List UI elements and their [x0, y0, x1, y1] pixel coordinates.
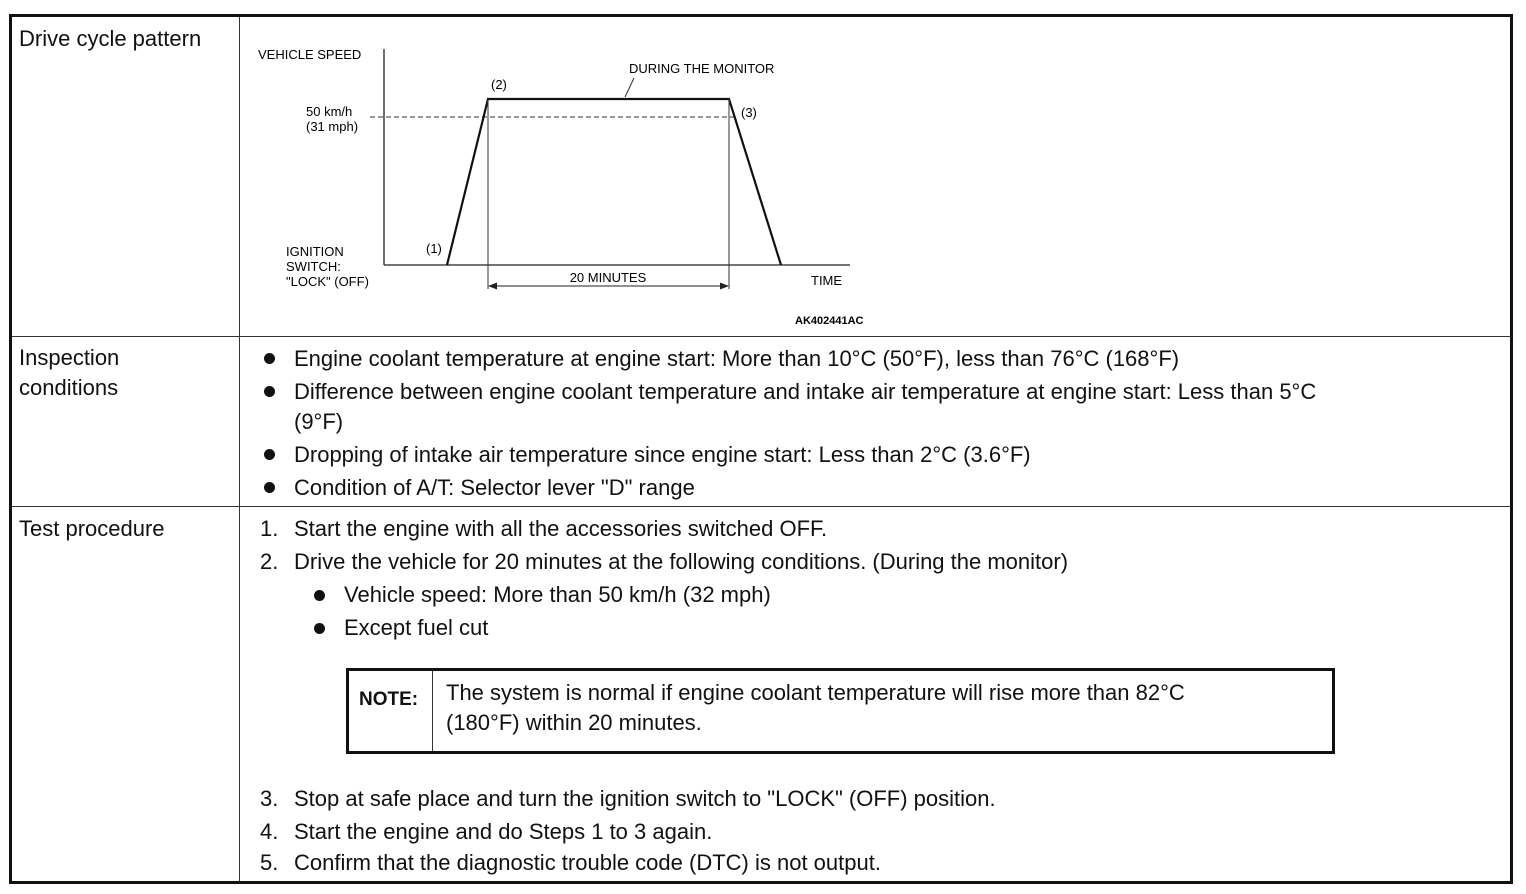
- point-label-3: (3): [741, 105, 757, 120]
- monitor-label: DURING THE MONITOR: [629, 61, 775, 76]
- note-divider: [432, 671, 433, 751]
- figure-id: AK402441AC: [795, 315, 864, 327]
- note-label: NOTE:: [359, 689, 419, 710]
- y-axis-label: VEHICLE SPEED: [258, 47, 362, 62]
- duration-arrow-right-head: [720, 283, 729, 290]
- step-1-text: Start the engine with all the accessories switched OFF.: [294, 516, 828, 541]
- note-text-line2: (180°F) within 20 minutes.: [446, 710, 702, 735]
- row-header-inspection-line1: Inspection: [19, 345, 120, 370]
- speed-trace: [447, 99, 781, 265]
- row-divider: [12, 506, 1510, 507]
- note-box: [346, 668, 1335, 754]
- step-number: 3.: [260, 786, 279, 811]
- bullet-icon: [264, 353, 275, 364]
- duration-arrow-left-head: [488, 283, 497, 290]
- condition-fuel-cut: Except fuel cut: [344, 615, 489, 640]
- row-divider: [12, 336, 1510, 337]
- ignition-label-line3: "LOCK" (OFF): [286, 274, 369, 289]
- step-3-text: Stop at safe place and turn the ignition switch to "LOCK" (OFF) position.: [294, 786, 996, 811]
- point-label-1: (1): [426, 241, 442, 256]
- row-header-drive-cycle: Drive cycle pattern: [19, 26, 202, 51]
- bullet-icon: [264, 482, 275, 493]
- bullet-icon: [314, 590, 325, 601]
- ignition-label-line2: SWITCH:: [286, 259, 341, 274]
- step-2-text: Drive the vehicle for 20 minutes at the following conditions. (During the monitor): [294, 549, 1069, 574]
- inspection-item-2-line1: Difference between engine coolant temperature and intake air temperature at engine start: Less than 5°C: [294, 379, 1317, 404]
- drive-cycle-chart: [244, 21, 884, 331]
- speed-label-kmh: 50 km/h: [306, 104, 353, 119]
- row-header-inspection-line2: conditions: [19, 375, 119, 400]
- speed-label-mph: (31 mph): [306, 119, 359, 134]
- note-text-line1: The system is normal if engine coolant temperature will rise more than 82°C: [446, 680, 1185, 705]
- bullet-icon: [314, 623, 325, 634]
- step-number: 2.: [260, 549, 279, 574]
- step-number: 4.: [260, 819, 279, 844]
- procedure-table: [9, 14, 1513, 884]
- step-4-text: Start the engine and do Steps 1 to 3 again.: [294, 819, 713, 844]
- bullet-icon: [264, 449, 275, 460]
- step-5-text: Confirm that the diagnostic trouble code (DTC) is not output.: [294, 850, 881, 875]
- inspection-item-3: Dropping of intake air temperature since engine start: Less than 2°C (3.6°F): [294, 442, 1031, 467]
- x-axis-label: TIME: [811, 273, 843, 288]
- inspection-item-1: Engine coolant temperature at engine start: More than 10°C (50°F), less than 76°C (168°F): [294, 346, 1180, 371]
- row-header-test-procedure: Test procedure: [19, 516, 165, 541]
- condition-speed: Vehicle speed: More than 50 km/h (32 mph): [344, 582, 771, 607]
- inspection-item-4: Condition of A/T: Selector lever "D" range: [294, 475, 695, 500]
- duration-label: 20 MINUTES: [569, 270, 647, 285]
- monitor-leader-line: [625, 78, 634, 97]
- ignition-label-line1: IGNITION: [286, 244, 344, 259]
- inspection-item-2-line2: (9°F): [294, 409, 344, 434]
- step-number: 5.: [260, 850, 279, 875]
- point-label-2: (2): [491, 77, 507, 92]
- column-divider: [239, 17, 240, 881]
- bullet-icon: [264, 386, 275, 397]
- step-number: 1.: [260, 516, 279, 541]
